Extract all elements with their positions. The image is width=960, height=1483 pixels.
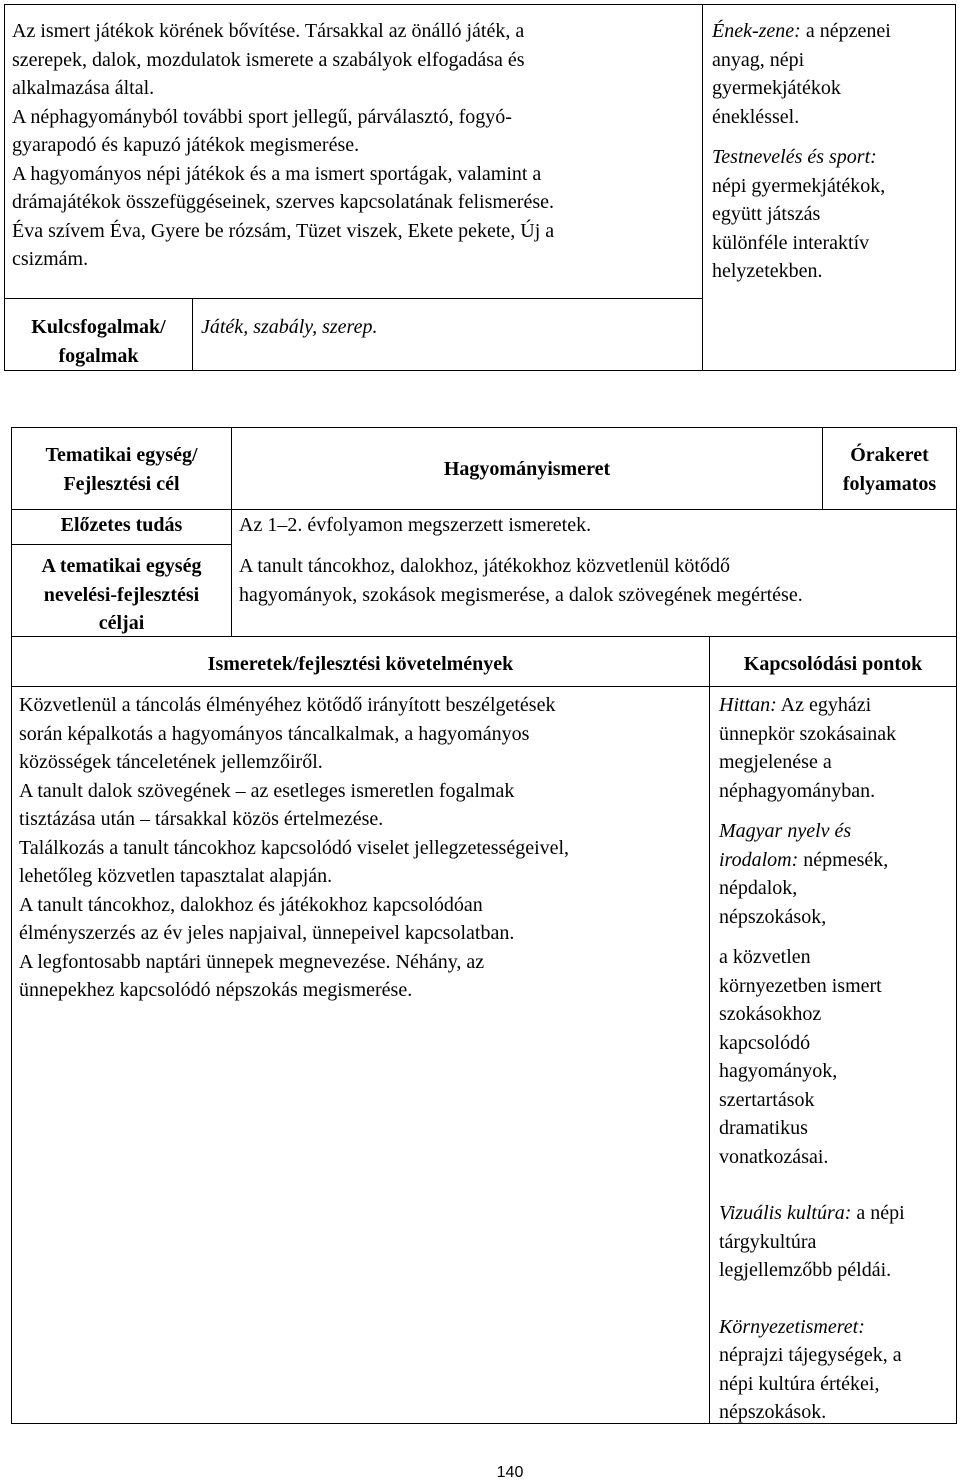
irodalom-label: irodalom: xyxy=(719,848,799,871)
kulcsfogalmak-label-line: Kulcsfogalmak/ xyxy=(31,316,166,338)
orakeret-label: Órakeret xyxy=(850,444,929,466)
text-line: a népi xyxy=(851,1202,905,1224)
label-line: nevelési-fejlesztési xyxy=(43,583,200,606)
top-right-connections xyxy=(712,17,891,286)
kulcsfogalmak-label-line: fogalmak xyxy=(58,344,139,367)
text-line: Közvetlenül a táncolás élményéhez kötődő irányított beszélgetések xyxy=(19,694,556,716)
ismeretek-body xyxy=(19,691,569,1005)
text-line: lehetőleg közvetlen tapasztalat alapján. xyxy=(19,865,333,887)
text-line: tárgykultúra xyxy=(719,1230,817,1253)
unit-table-header-divider xyxy=(11,686,957,687)
enek-zene-label: Ének-zene: xyxy=(712,20,801,42)
text-line: kapcsolódó xyxy=(719,1031,811,1054)
text-line: legjellemzőbb példái. xyxy=(719,1259,892,1281)
elozetes-tudas-label: Előzetes tudás xyxy=(60,514,183,536)
text-line: hagyományok, xyxy=(719,1060,838,1082)
text-line: szertartások xyxy=(719,1088,815,1111)
ismeretek-header: Ismeretek/fejlesztési követelmények xyxy=(207,653,514,675)
top-table-divider-vertical xyxy=(702,4,703,371)
text-line: népszokások, xyxy=(719,905,827,928)
top-table-border-top xyxy=(4,4,956,5)
text-line: énekléssel. xyxy=(712,105,800,128)
text-line: Az ismert játékok körének bővítése. Társakkal az önálló játék, a xyxy=(12,20,525,42)
kulcsfogalmak-label xyxy=(5,313,192,370)
text-line: a közvetlen xyxy=(719,946,811,968)
text-line: anyag, népi xyxy=(712,48,805,71)
testneveles-label: Testnevelés és sport: xyxy=(712,146,877,168)
text-line: A tanult táncokhoz, dalokhoz, játékokhoz közvetlenül kötődő xyxy=(239,555,730,577)
top-left-description xyxy=(12,17,554,274)
kulcsfogalmak-value: Játék, szabály, szerep. xyxy=(201,316,378,338)
celjai-label xyxy=(12,552,231,638)
magyar-nyelv-label: Magyar nyelv és xyxy=(719,820,852,842)
text-line: népszokások. xyxy=(719,1401,827,1423)
text-line: vonatkozásai. xyxy=(719,1145,829,1168)
unit-table-border-top xyxy=(11,427,957,428)
text-line: ünnepekhez kapcsolódó népszokás megismerése. xyxy=(19,979,413,1001)
text-line: dramatikus xyxy=(719,1117,808,1139)
text-line: szokásokhoz xyxy=(719,1003,822,1025)
kapcsolodasi-pontok-body xyxy=(719,691,905,1427)
text-line: néphagyományban. xyxy=(719,779,876,802)
top-table-border-bottom xyxy=(4,370,956,371)
text-line: ünnepkör szokásainak xyxy=(719,722,897,745)
text-line: élményszerzés az év jeles napjaival, ünnepeivel kapcsolatban. xyxy=(19,922,515,944)
vizualis-kultura-label: Vizuális kultúra: xyxy=(719,1202,852,1224)
kapcsolodasi-pontok-header: Kapcsolódási pontok xyxy=(743,653,923,675)
text-line: drámajátékok összefüggéseinek, szerves kapcsolatának felismerése. xyxy=(12,191,554,213)
text-line: népdalok, xyxy=(719,877,798,899)
top-table-kulcs-divider xyxy=(192,298,193,371)
label-line: céljai xyxy=(98,612,145,634)
unit-table-kapcsolodasi-divider xyxy=(709,636,710,1424)
top-table-border-right xyxy=(955,4,956,371)
label-line: A tematikai egység xyxy=(41,555,202,577)
text-line: gyarapodó és kapuzó játékok megismerése. xyxy=(12,134,360,156)
text-line: tisztázása után – társakkal közös értelmezése. xyxy=(19,808,384,830)
text-line: A hagyományos népi játékok és a ma ismert sportágak, valamint a xyxy=(12,162,542,185)
text-line: Az egyházi xyxy=(776,694,872,716)
text-line: Éva szívem Éva, Gyere be rózsám, Tüzet viszek, Ekete pekete, Új a xyxy=(12,219,555,242)
unit-table-row-divider-1 xyxy=(11,509,957,510)
tematikai-egyseg-label xyxy=(12,441,231,498)
text-line: közösségek tánceletének jellemzőiről. xyxy=(19,751,323,773)
text-line: néprajzi tájegységek, a xyxy=(719,1344,902,1366)
label-line: Tematikai egység/ xyxy=(45,444,198,466)
text-line: A néphagyományból további sport jellegű, párválasztó, fogyó- xyxy=(12,105,512,128)
orakeret xyxy=(823,441,956,498)
elozetes-tudas-value: Az 1–2. évfolyamon megszerzett ismeretek. xyxy=(239,514,592,536)
label-line: Fejlesztési cél xyxy=(63,472,180,495)
text-line: Találkozás a tanult táncokhoz kapcsolódó viselet jellegzetességeivel, xyxy=(19,836,570,859)
celjai-value xyxy=(239,552,803,609)
text-line: gyermekjátékok xyxy=(712,77,841,99)
kornyezetismeret-label: Környezetismeret: xyxy=(719,1315,865,1338)
text-line: különféle interaktív xyxy=(712,231,870,254)
top-table-divider-horizontal xyxy=(4,298,703,299)
tematikai-egyseg-value: Hagyományismeret xyxy=(443,458,611,480)
text-line: szerepek, dalok, mozdulatok ismerete a szabályok elfogadása és xyxy=(12,48,525,71)
text-line: környezetben ismert xyxy=(719,974,882,997)
text-line: A legfontosabb naptári ünnepek megnevezése. Néhány, az xyxy=(19,950,485,973)
text-line: csizmám. xyxy=(12,248,89,270)
text-line: együtt játszás xyxy=(712,203,821,225)
text-line: A tanult táncokhoz, dalokhoz és játékokhoz kapcsolódóan xyxy=(19,893,483,916)
text-line: népmesék, xyxy=(798,848,889,871)
text-line: népi kultúra értékei, xyxy=(719,1372,880,1395)
unit-table-row-divider-2 xyxy=(11,544,232,545)
text-line: A tanult dalok szövegének – az esetleges ismeretlen fogalmak xyxy=(19,779,515,802)
text-line: népi gyermekjátékok, xyxy=(712,174,886,197)
page-number: 140 xyxy=(496,1464,524,1481)
text-line: helyzetekben. xyxy=(712,260,823,282)
text-line: hagyományok, szokások megismerése, a dalok szövegének megértése. xyxy=(239,583,803,606)
text-line: alkalmazása által. xyxy=(12,77,155,99)
text-line: a népzenei xyxy=(800,20,891,42)
hittan-label: Hittan: xyxy=(719,694,777,716)
text-line: megjelenése a xyxy=(719,751,832,773)
unit-table-border-right xyxy=(956,427,957,1424)
orakeret-value: folyamatos xyxy=(842,472,937,495)
text-line: során képalkotás a hagyományos táncalkalmak, a hagyományos xyxy=(19,722,530,745)
